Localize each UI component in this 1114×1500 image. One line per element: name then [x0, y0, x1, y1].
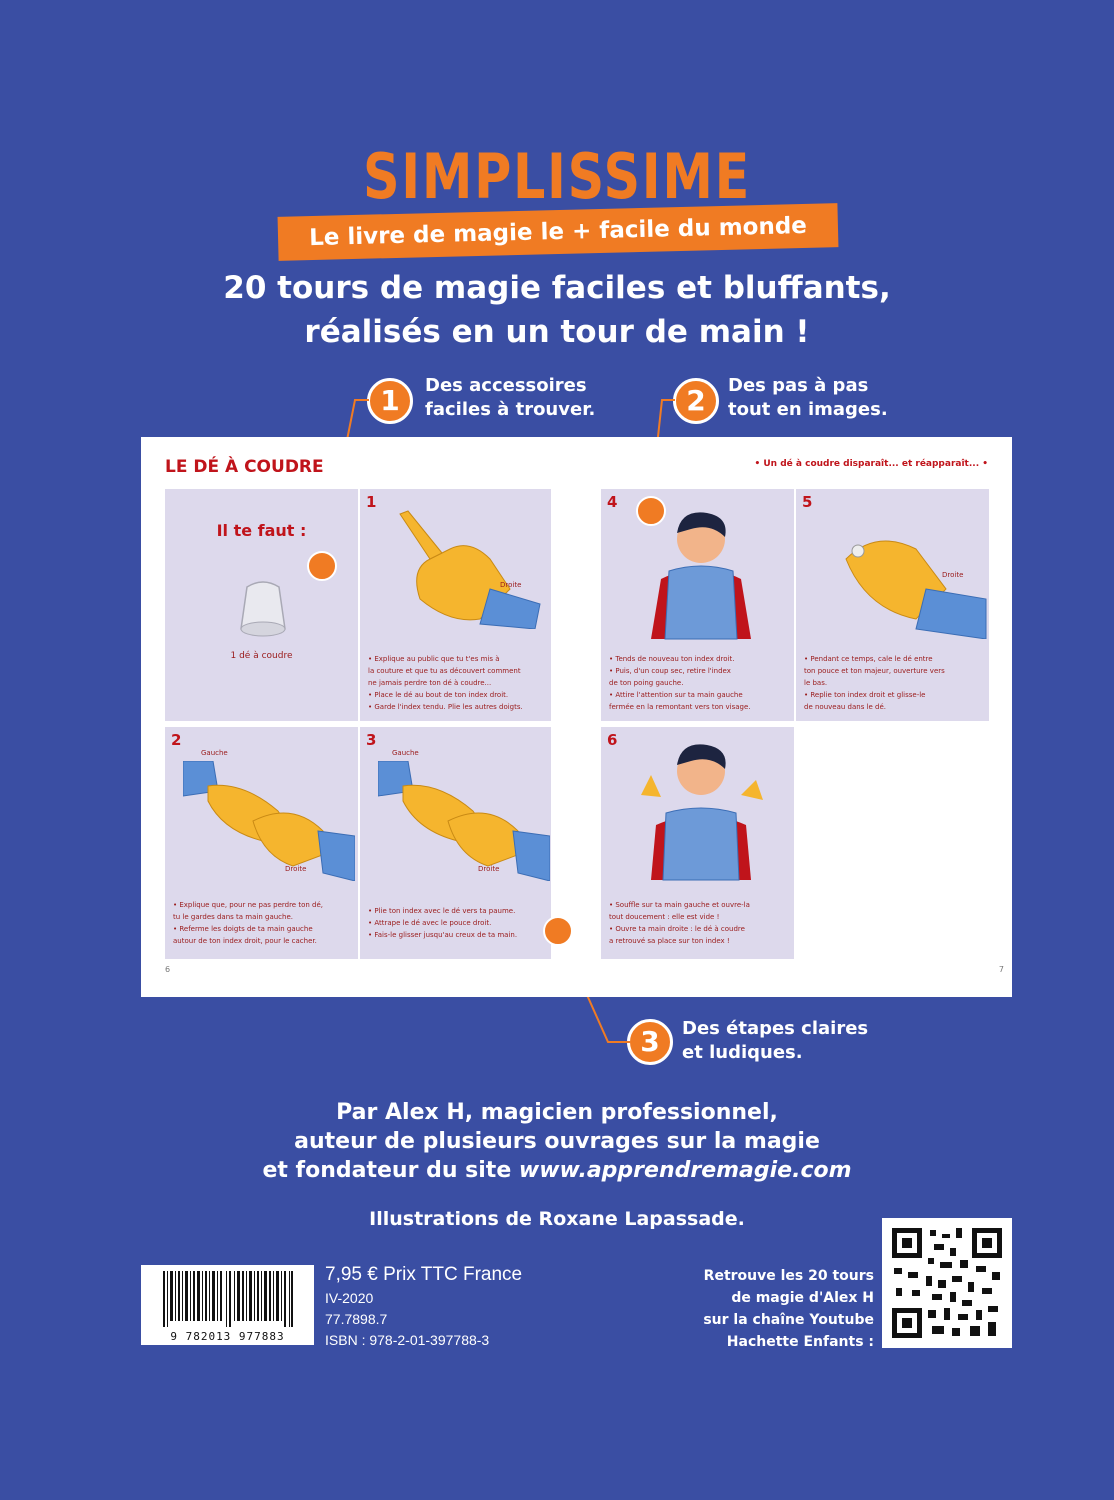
qr-pattern — [892, 1228, 1002, 1338]
step-line: autour de ton index droit, pour le cacher. — [173, 937, 317, 945]
website-link[interactable]: www.apprendremagie.com — [518, 1158, 852, 1183]
barcode-bars — [163, 1271, 293, 1327]
step-line: • Referme les doigts de ta main gauche — [173, 925, 313, 933]
illustrator-credit: Illustrations de Roxane Lapassade. — [369, 1208, 745, 1230]
barcode — [141, 1265, 314, 1345]
step-line: ton pouce et ton majeur, ouverture vers — [804, 667, 945, 675]
step-line: tu le gardes dans ta main gauche. — [173, 913, 293, 921]
feature-3-line-1: Des étapes claires — [682, 1018, 869, 1039]
step-line: • Attrape le dé avec le pouce droit. — [368, 919, 492, 927]
step-line: tout doucement : elle est vide ! — [609, 913, 720, 921]
youtube-line-4: Hachette Enfants : — [726, 1334, 874, 1350]
feature-3-line-2: et ludiques. — [682, 1042, 803, 1063]
step-text — [609, 899, 750, 947]
barcode-number: 9 782013 977883 — [170, 1330, 285, 1343]
brand-title: SIMPLISSIME — [363, 140, 751, 213]
step-line: • Explique que, pour ne pas perdre ton dé, — [173, 901, 324, 909]
trick-subtitle: • Un dé à coudre disparaît... et réapparaît... • — [754, 459, 988, 469]
step-line: ne jamais perdre ton dé à coudre... — [368, 679, 492, 687]
step-panel-1 — [360, 489, 551, 721]
price: 7,95 € Prix TTC France — [325, 1264, 523, 1285]
step-line: • Place le dé au bout de ton index droit. — [368, 691, 509, 699]
hand-illustration — [380, 509, 550, 629]
feature-2-line-2: tout en images. — [728, 399, 888, 420]
step-line: fermée en la remontant vers ton visage. — [609, 703, 751, 711]
step-line: • Pendant ce temps, cale le dé entre — [804, 655, 933, 663]
hand-label-left: Gauche — [392, 749, 419, 757]
edition: IV-2020 — [325, 1290, 374, 1306]
magician-illustration — [641, 509, 761, 649]
step-text — [368, 653, 523, 713]
hand-label-right: Droite — [478, 865, 500, 873]
needs-panel — [165, 489, 358, 721]
step-line: • Replie ton index droit et glisse-le — [804, 691, 926, 699]
step-line: • Ouvre ta main droite : le dé à coudre — [609, 925, 745, 933]
feature-2-line-1: Des pas à pas — [728, 375, 869, 396]
step-line: de ton poing gauche. — [609, 679, 684, 687]
hand-illustration — [816, 519, 988, 639]
page-number-right: 7 — [998, 965, 1004, 974]
step-panel-4 — [601, 489, 794, 721]
trick-title: LE DÉ À COUDRE — [165, 457, 324, 477]
step-line: • Puis, d'un coup sec, retire l'index — [609, 667, 731, 675]
author-credits — [0, 1098, 1114, 1185]
step-line: • Souffle sur ta main gauche et ouvre-la — [609, 901, 750, 909]
needs-item: 1 dé à coudre — [230, 651, 293, 661]
step-text — [609, 653, 751, 713]
hand-label-left: Gauche — [201, 749, 228, 757]
step-line: • Plie ton index avec le dé vers ta paume. — [368, 907, 516, 915]
credits-line-3-prefix: et fondateur du site — [262, 1158, 519, 1183]
step-line: • Garde l'index tendu. Plie les autres doigts. — [368, 703, 523, 711]
qr-code[interactable] — [882, 1218, 1012, 1348]
headline-line-2: réalisés en un tour de main ! — [304, 314, 810, 350]
step-number: 1 — [366, 493, 377, 511]
youtube-line-2: de magie d'Alex H — [731, 1290, 874, 1306]
callout-dot-3 — [543, 916, 573, 946]
feature-2-badge: 2 — [673, 378, 719, 424]
hands-illustration — [183, 761, 355, 881]
step-line: le bas. — [804, 679, 828, 687]
step-number: 4 — [607, 493, 618, 511]
step-text — [368, 905, 517, 941]
hand-label: Droite — [942, 571, 964, 579]
page-number-left: 6 — [165, 965, 171, 974]
feature-1-line-1: Des accessoires — [425, 375, 587, 396]
step-number: 2 — [171, 731, 182, 749]
step-line: la couture et que tu as découvert comment — [368, 667, 521, 675]
needs-title: Il te faut : — [216, 521, 307, 540]
credits-line-1: Par Alex H, magicien professionnel, — [336, 1100, 778, 1125]
step-panel-3 — [360, 727, 551, 959]
step-number: 6 — [607, 731, 618, 749]
magician-illustration — [631, 735, 771, 885]
step-panel-5 — [796, 489, 989, 721]
product-code: 77.7898.7 — [325, 1311, 388, 1327]
step-number: 5 — [802, 493, 813, 511]
price-info — [325, 1262, 522, 1351]
step-line: de nouveau dans le dé. — [804, 703, 887, 711]
step-line: • Explique au public que tu t'es mis à — [368, 655, 500, 663]
headline-line-1: 20 tours de magie faciles et bluffants, — [223, 270, 891, 306]
step-text — [173, 899, 323, 947]
hands-illustration — [378, 761, 550, 881]
step-panel-2 — [165, 727, 358, 959]
callout-dot-2 — [636, 496, 666, 526]
youtube-line-1: Retrouve les 20 tours — [703, 1268, 874, 1284]
isbn: ISBN : 978-2-01-397788-3 — [325, 1332, 490, 1348]
hand-label: Droite — [500, 581, 522, 589]
youtube-promo — [703, 1265, 874, 1353]
hand-label-right: Droite — [285, 865, 307, 873]
callout-dot-1 — [307, 551, 337, 581]
step-number: 3 — [366, 731, 377, 749]
feature-1-line-2: faciles à trouver. — [425, 399, 596, 420]
credits-line-3 — [0, 1156, 1114, 1185]
step-panel-6 — [601, 727, 794, 959]
book-spread-preview — [141, 437, 1012, 997]
feature-3-badge: 3 — [627, 1019, 673, 1065]
thimble-illustration — [237, 579, 289, 639]
step-line: • Tends de nouveau ton index droit. — [609, 655, 735, 663]
step-line: • Attire l'attention sur ta main gauche — [609, 691, 743, 699]
step-line: • Fais-le glisser jusqu'au creux de ta main. — [368, 931, 518, 939]
youtube-line-3: sur la chaîne Youtube — [703, 1312, 874, 1328]
tagline-text: Le livre de magie le + facile du monde — [308, 212, 808, 252]
feature-1-badge: 1 — [367, 378, 413, 424]
step-text — [804, 653, 945, 713]
credits-line-2: auteur de plusieurs ouvrages sur la magie — [294, 1129, 820, 1154]
step-line: a retrouvé sa place sur ton index ! — [609, 937, 730, 945]
